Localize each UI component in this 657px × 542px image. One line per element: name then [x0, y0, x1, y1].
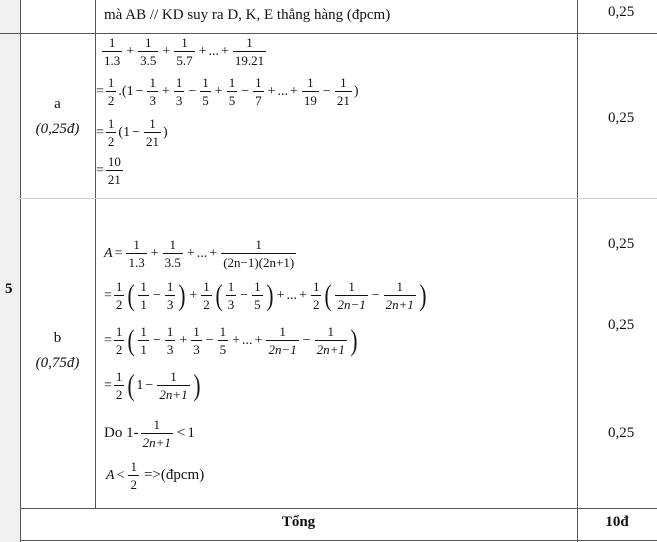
part-a-line-4: = $\frac{10}{21}$	[96, 154, 121, 187]
part-a-line-3: = $\frac{1}{2}$ (1 − $\frac{1}{21}$ )	[96, 116, 168, 149]
part-b-line-6: A < $\frac{1}{2}$ =>(đpcm)	[106, 459, 205, 492]
border-bottom	[20, 540, 657, 541]
part-b-label: b	[53, 330, 62, 346]
part-b-score-2: 0,25	[608, 317, 635, 333]
part-b-line-2: = $\frac{1}{2}$ ( $\frac{1}{1}$ − $\frac{1}{3}$ ) + $\frac{1}{2}$ ( $\frac{1}{3}$ − $\frac{1}{5}$ ) + ... + $\frac{1}{2}$ ( $\frac{1}{2n-1}$ − $\frac{1}{2n+1}$ )	[104, 278, 427, 312]
part-a-label: a	[54, 96, 61, 112]
border-col3	[577, 0, 578, 542]
part-a-score: 0,25	[608, 110, 635, 126]
part-a-line-1: $\frac{1}{1.3}$ + $\frac{1}{3.5}$ + $\frac{1}{5.7}$ + ... + $\frac{1}{19.21}$	[104, 35, 265, 68]
border-row-ab	[20, 198, 657, 199]
total-score: 10đ	[605, 514, 629, 530]
prev-row-content: mà AB // KD suy ra D, K, E thẳng hàng (đpcm)	[104, 7, 391, 23]
left-margin-strip	[0, 0, 20, 542]
border-row-top	[0, 33, 657, 34]
part-a-line-2: = $\frac{1}{2}$ .(1 − $\frac{1}{3}$ + $\frac{1}{3}$ − $\frac{1}{5}$ + $\frac{1}{5}$ − $\frac{1}{7}$ + ... + $\frac{1}{19}$ − $\frac{1}{21}$ )	[96, 75, 359, 108]
border-col1	[20, 0, 21, 542]
part-b-line-5: Do 1- $\frac{1}{2n+1}$ < 1	[104, 417, 195, 450]
border-row-total	[20, 508, 657, 509]
part-b-line-1: A = $\frac{1}{1.3}$ + $\frac{1}{3.5}$ + ... + $\frac{1}{(2n-1)(2n+1)}$	[104, 237, 295, 270]
part-b-score-1: 0,25	[608, 236, 635, 252]
part-b-line-3: = $\frac{1}{2}$ ( $\frac{1}{1}$ − $\frac{1}{3}$ + $\frac{1}{3}$ − $\frac{1}{5}$ + ... + $\frac{1}{2n-1}$ − $\frac{1}{2n+1}$ )	[104, 323, 358, 357]
part-b-score-3: 0,25	[608, 425, 635, 441]
part-b-line-4: = $\frac{1}{2}$ ( 1 − $\frac{1}{2n+1}$ )	[104, 368, 201, 402]
question-number: 5	[5, 281, 13, 297]
part-b-points: (0,75đ)	[35, 355, 80, 371]
part-a-points: (0,25đ)	[35, 121, 80, 137]
prev-row-score: 0,25	[608, 4, 635, 20]
total-label: Tổng	[281, 514, 316, 530]
